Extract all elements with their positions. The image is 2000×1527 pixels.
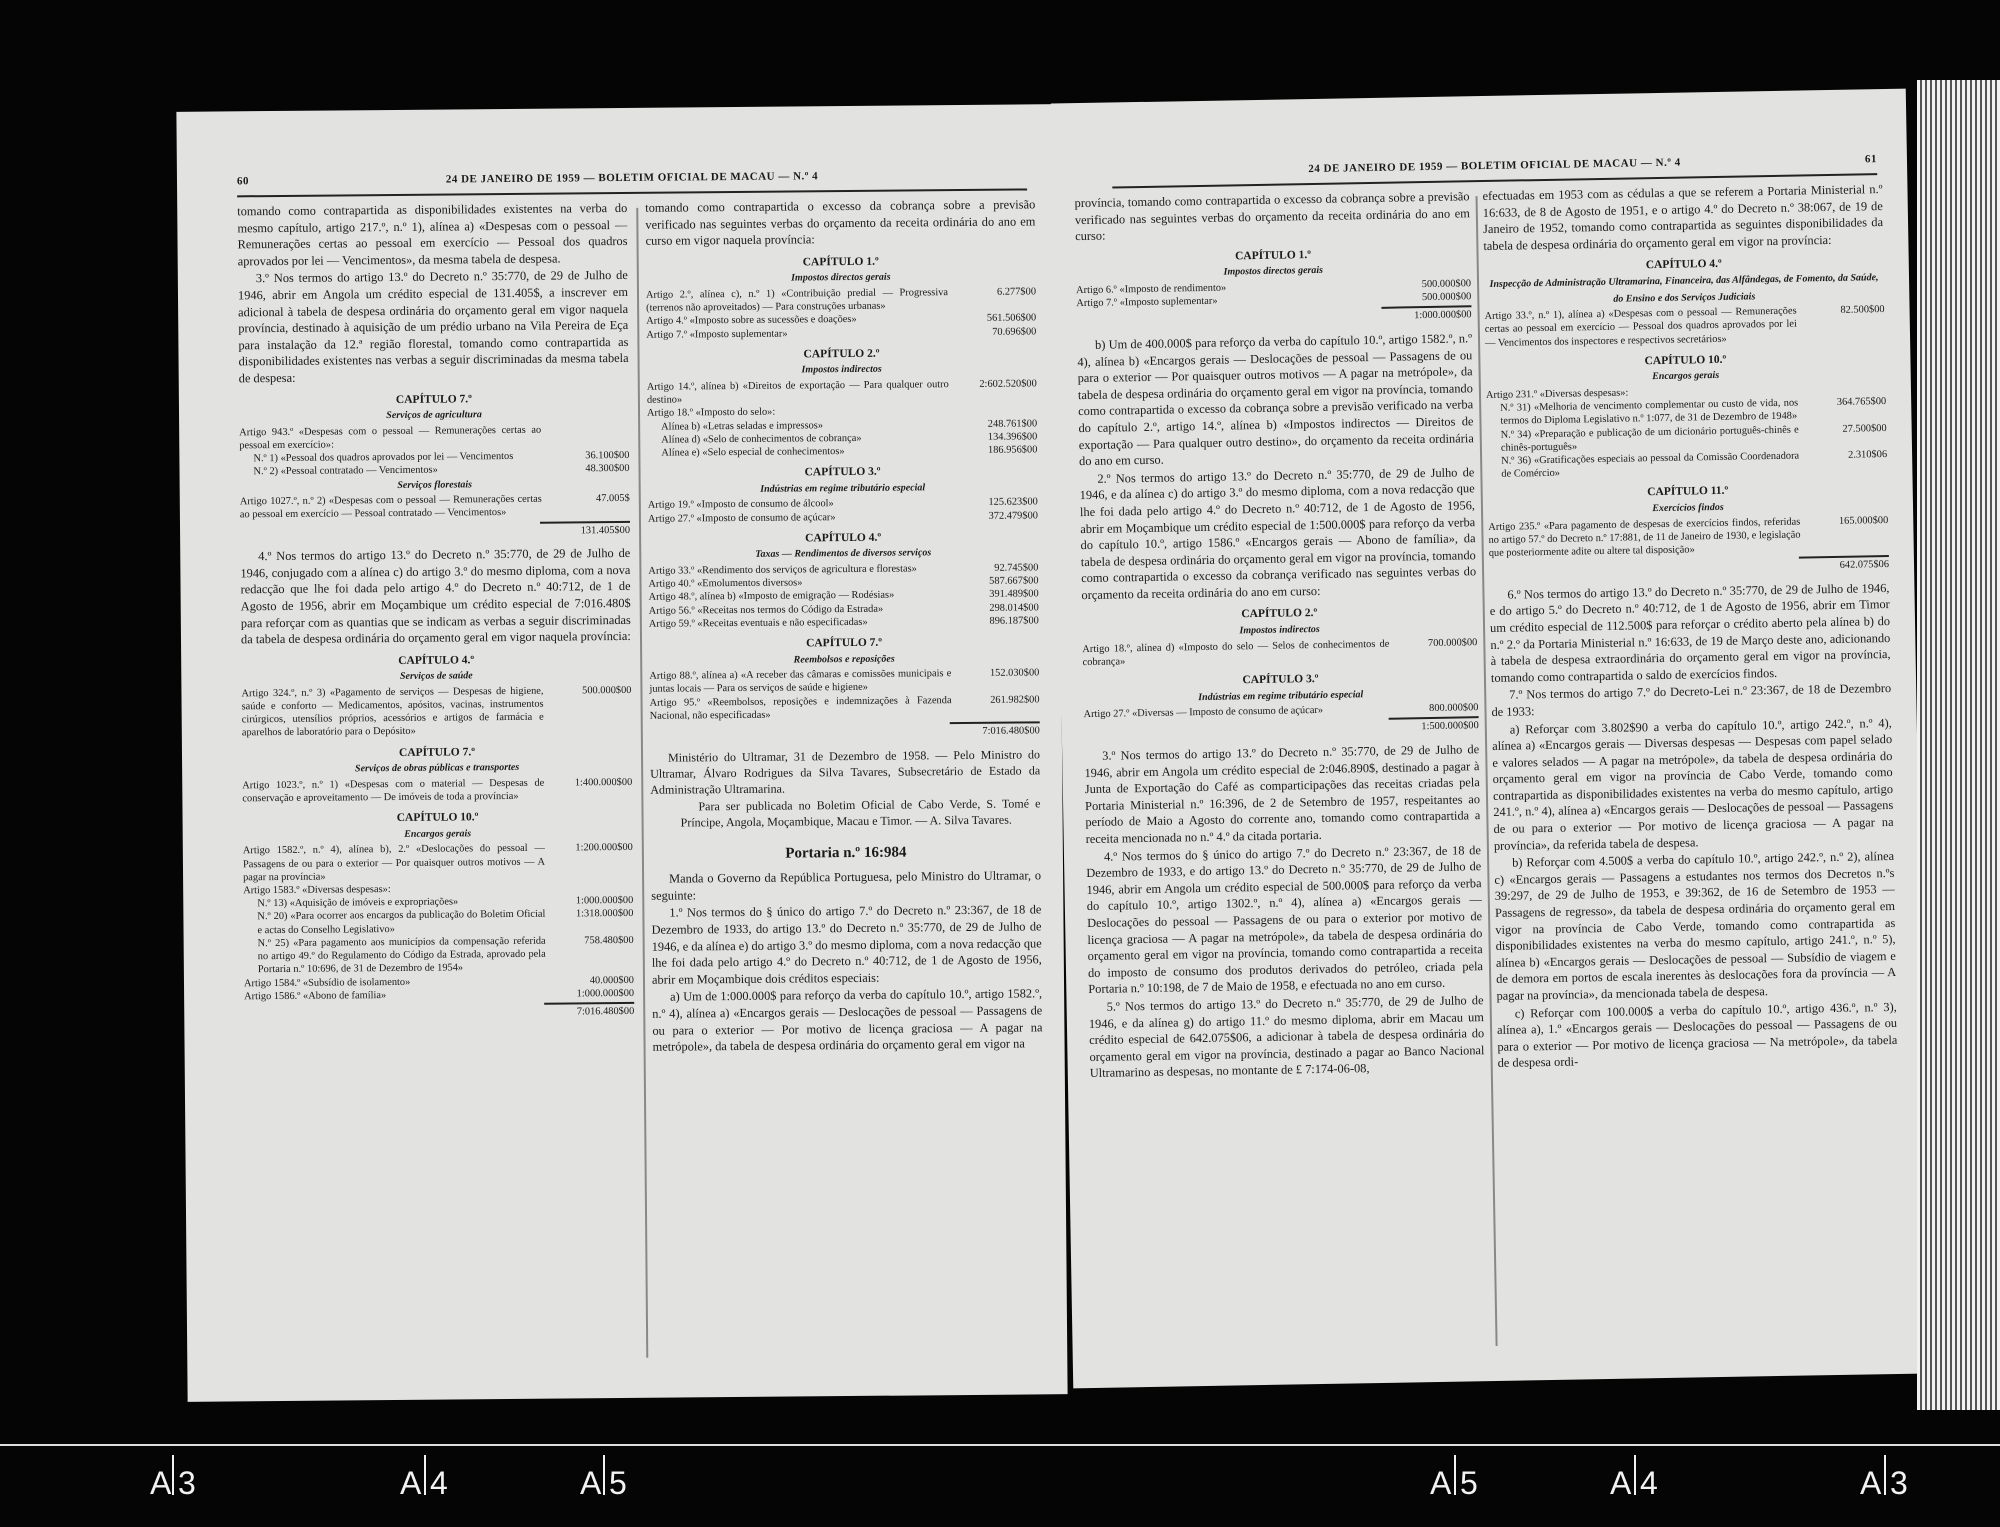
header-title: 24 DE JANEIRO DE 1959 — BOLETIM OFICIAL DE MACAU — N.º 4 (445, 170, 819, 186)
page-number: 60 (236, 175, 250, 188)
item-value: 92.745$00 (994, 562, 1039, 574)
film-label: 5 (1460, 1465, 1478, 1501)
film-label: A (1860, 1465, 1882, 1501)
section-heading: Indústrias em regime tributário especial (1198, 688, 1364, 703)
item-value: 186.956$00 (987, 444, 1038, 456)
right-column-1 (1074, 188, 1484, 1083)
item-text: Alínea b) «Letras seladas e impressos» (661, 419, 824, 433)
section-heading: Impostos indirectos (801, 364, 882, 376)
section-heading: Serviços de saúde (399, 670, 473, 683)
item-text: N.º 20) «Para ocorrer aos encargos da publicação do Boletim Oficial e actas do Conselho Legislativo» (257, 909, 546, 936)
total-value: 1:500.000$00 (1389, 717, 1479, 737)
item-text: N.º 36) «Gratificações especiais ao pessoal da Comissão Coordenadora de Comércio» (1501, 450, 1800, 480)
item-text: Artigo 19.º «Imposto de consumo de álcool» (647, 498, 834, 512)
item-text: Artigo 18.º «Imposto do selo»: (646, 407, 776, 420)
film-label: A (580, 1465, 602, 1501)
item-value: 500.000$00 (1421, 291, 1472, 304)
item-text: Artigo 88.º, alínea a) «A receber das câmaras e comissões municipais e juntas locais — Para os serviços de saúde e higiene» (649, 668, 952, 696)
item-value: 27.500$00 (1842, 422, 1887, 435)
item-value: 364.765$00 (1836, 396, 1887, 409)
item-text: Alínea d) «Selo de conhecimentos de cobrança» (661, 432, 862, 446)
film-tick (424, 1455, 426, 1495)
item-value: 6.277$00 (996, 286, 1037, 298)
paragraph-4: 4.º Nos termos do § único do artigo 7.º do Decreto n.º 23:367, de 18 de Dezembro de 1933, e do artigo 13.º do Decreto n.º 35:770, de 29 de Julho de 1946, abrir em Angola um crédito especial de 500.000$ para reforço da verba do capítulo 10.º, artigo 1302.º, n.º 4), alínea a) «Encargos gerais — Deslocações do pessoal — Passagens de ou para o exterior por motivo de licença graciosa — A pagar na metrópole», da tabela de despesa ordinária do orçamento geral em vigor na província, tomando como contrapartida a receita do imposto de consumo dos produtos derivados do petróleo, criada pela Portaria n.º 10:198, de 7 de Maio de 1958, e efectuada no ano em curso. (1086, 842, 1484, 997)
film-tick (1454, 1455, 1456, 1495)
chapter-heading: CAPÍTULO 2.º (803, 347, 880, 361)
chapter-heading: CAPÍTULO 1.º (802, 255, 879, 269)
item-value: 1:400.000$00 (574, 776, 633, 789)
item-text: N.º 2) «Pessoal contratado — Vencimentos» (253, 464, 438, 478)
paragraph-3: 3.º Nos termos do artigo 13.º do Decreto n.º 35:770, de 29 de Julho de 1946, abrir em Angola um crédito especial de 131.405$, a inscrever em adicional à tabela de despesa ordinária do orçamento geral em vigor naquela província, destinado à aquisição de um prédio urbano na Vila Pereira de Eça para instalação da 12.ª região florestal, tomando como contrapartida as disponibilidades existentes nas verbas a seguir discriminadas da mesma tabela de despesa: (237, 268, 629, 386)
item-text: Artigo 27.º «Diversas — Imposto de consumo de açúcar» (1083, 705, 1324, 721)
film-strip-line (0, 1444, 2000, 1446)
paragraph-4: 4.º Nos termos do artigo 13.º do Decreto n.º 35:770, de 29 de Julho de 1946, conjugado com a alínea c) do artigo 3.º do mesmo diploma, com a nova redacção que lhe foi dada pelo artigo 4.º do Decreto n.º 40:712, de 1 de Agosto de 1956, abrir em Moçambique um crédito especial de 7:016.480$ para reforçar com as quantias que se indicam as verbas a seguir discriminadas da tabela de despesa ordinária do orçamento geral em vigor naquela província: (240, 546, 631, 647)
chapter-heading: CAPÍTULO 10.º (396, 811, 479, 825)
film-label: 4 (1640, 1465, 1658, 1501)
item-value: 165.000$00 (1838, 514, 1889, 527)
section-heading: Serviços de obras públicas e transportes (354, 762, 520, 775)
page-header (237, 166, 1027, 197)
item-value: 391.489$00 (989, 588, 1039, 601)
item-value: 896.187$00 (989, 615, 1039, 627)
paragraph-a: a) Um de 1:000.000$ para reforço da verba do capítulo 10.º, artigo 1582.º, n.º 4), alínea a) «Encargos gerais — Deslocações de pessoal — Passagens de ou para o exterior — Por motivo de licença graciosa — A pagar na metrópole», da tabela de despesa ordinária do orçamento geral em vigor na (652, 986, 1043, 1054)
item-text: Artigo 48.º, alínea b) «Imposto de emigração — Rodésias» (648, 589, 895, 604)
chapter-heading: CAPÍTULO 11.º (1647, 485, 1729, 499)
item-text: Artigo 95.º «Reembolsos, reposições e indemnizações à Fazenda Nacional, não especificadas» (649, 694, 952, 722)
section-heading: Impostos directos gerais (791, 272, 891, 284)
item-value: 70.696$00 (992, 325, 1037, 338)
section-heading: Serviços florestais (397, 478, 473, 491)
header-title: 24 DE JANEIRO DE 1959 — BOLETIM OFICIAL DE MACAU — N.º 4 (1308, 156, 1681, 176)
item-text: Artigo 943.º «Despesas com o pessoal — Remunerações certas ao pessoal em exercício»: (239, 424, 542, 452)
item-value: 40.000$00 (589, 974, 635, 986)
item-text: Artigo 33.º «Rendimento dos serviços de agricultura e florestas» (648, 563, 917, 577)
film-label: A (1430, 1465, 1452, 1501)
item-text: Artigo 1027.º, n.º 2) «Despesas com o pessoal — Remunerações certas ao pessoal em exercício — Pessoal contratado — Vencimentos» (239, 493, 542, 521)
chapter-heading: CAPÍTULO 4.º (805, 531, 882, 545)
item-value: 2.310$06 (1848, 448, 1888, 461)
paragraph-7b: b) Reforçar com 4.500$ a verba do capítulo 10.º, artigo 242.º, n.º 2), alínea c) «Encargos gerais — Passagens a estudantes nos termos dos Decretos n.ºs 39:297, de 29 de Julho de 1953, e 39:362, de 16 de Setembro de 1953 — Passagens de regresso», da tabela de despesa ordinária do orçamento geral em vigor na província de Cabo Verde, tomando como contrapartida as disponibilidades existentes na verba do mesmo capítulo, artigo 241.º, n.º 5), alínea b) «Encargos gerais — Deslocações de pessoal — Subsídio de viagem e de demora em portos de escala inerentes às deslocações fora da província — A pagar na província», da mencionada tabela de despesa. (1494, 849, 1897, 1003)
item-value: 1:000.000$00 (575, 895, 634, 907)
item-text: Artigo 27.º «Imposto de consumo de açúcar» (647, 511, 836, 525)
item-value: 561.506$00 (986, 312, 1037, 325)
film-label: 3 (1890, 1465, 1908, 1501)
item-value: 758.480$00 (584, 934, 634, 947)
paragraph: efectuadas em 1953 com as cédulas a que se referem a Portaria Ministerial n.º 16:633, de 8 de Agosto de 1951, e o artigo 4.º do Decreto n.º 38:067, de 19 de Janeiro de 1952, tomando como contrapartida as seguintes disponibilidades da tabela de despesa ordinária do orçamento geral em vigor na província: (1482, 182, 1884, 253)
item-text: Artigo 6.º «Imposto de rendimento» (1076, 282, 1227, 297)
item-text: Artigo 1583.º «Diversas despesas»: (243, 884, 391, 897)
item-text: Artigo 231.º «Diversas despesas»: (1485, 387, 1629, 401)
total-value: 7:016.480$00 (544, 1002, 634, 1021)
item-value: 587.667$00 (989, 575, 1039, 587)
item-value: 1:200.000$00 (575, 842, 633, 854)
paragraph-1: 1.º Nos termos do § único do artigo 7.º do Decreto n.º 23:367, de 18 de Dezembro de 1933, do artigo 13.º do Decreto n.º 35:770, de 29 de Julho de 1946, e da alínea e) do artigo 3.º do mesmo diploma, com a nova redacção que lhe foi dada pelo artigo 4.º do Decreto n.º 40:712, de 1 de Agosto de 1956, abrir em Moçambique dois créditos especiais: (651, 902, 1042, 987)
chapter-heading: CAPÍTULO 3.º (1242, 673, 1319, 687)
chapter-heading: CAPÍTULO 10.º (1644, 353, 1727, 368)
total-value: 642.075$06 (1799, 555, 1889, 575)
item-text: Artigo 235.º «Para pagamento de despesas de exercícios findos, referidas no artigo 57.º do Decreto n.º 17:881, de 11 de Janeiro de 1930, e legislação que posteriormente adite ou altere tal disposição» (1488, 516, 1801, 559)
item-text: Artigo 2.º, alínea c), n.º 1) «Contribuição predial — Progressiva (terrenos não aproveitados) — Para construções urbanas» (645, 287, 949, 314)
paragraph-7c: c) Reforçar com 100.000$ a verba do capítulo 10.º, artigo 436.º, n.º 3), alínea a), 1.º «Encargos gerais — Deslocações do pessoal — Passagens de ou para o exterior — Por motivo de licença graciosa — Na metrópole», da tabela de despesa ordi- (1496, 999, 1898, 1071)
total-value: 7:016.480$00 (950, 721, 1040, 740)
film-tick (603, 1455, 605, 1495)
item-text: Artigo 4.º «Imposto sobre as sucessões e doações» (646, 314, 857, 328)
item-text: Artigo 324.º, n.º 3) «Pagamento de serviços — Despesas de higiene, saúde e conforto — Medicamentos, apósitos, vacinas, instrumentos cirúrgicos, utensílios próprios, acessórios e artigos de farmácia e aparelhos de laboratório para o Depósito» (241, 685, 544, 739)
section-heading: Encargos gerais (1652, 370, 1720, 383)
item-value: 248.761$00 (987, 417, 1038, 430)
item-text: Artigo 33.º, n.º 1), alínea a) «Despesas com o pessoal — Remunerações certas ao pessoal em exercício — Pessoal dos quadros aprovados por lei — Vencimentos dos inspectores e respectivos secretários» (1484, 305, 1797, 349)
film-label: 4 (430, 1465, 448, 1501)
left-column-1 (237, 200, 634, 1030)
item-value: 134.396$00 (987, 431, 1038, 443)
section-heading: Serviços de agricultura (386, 409, 482, 422)
item-text: N.º 31) «Melhoria de vencimento complementar ou custo de vida, nos termos do Diploma Legislativo n.º 1:077, de 31 de Dezembro de 1948» (1500, 397, 1799, 428)
paragraph: tomando como contrapartida o excesso da cobrança sobre a previsão verificado nas seguintes verbas do orçamento da receita ordinária do ano em curso em vigor naquela província: (645, 197, 1036, 248)
paragraph-3: 3.º Nos termos do artigo 13.º do Decreto n.º 35:770, de 29 de Julho de 1946, abrir em Angola um crédito especial de 2:046.890$, destinado a pagar à Junta de Exportação do Café as comparticipações das receitas criadas pela Portaria Ministerial n.º 16:396, de 2 de Setembro de 1957, respeitantes ao período de Maio a Agosto do corrente ano, tomando como contrapartida a receita mencionada no n.º 4.º da citada portaria. (1084, 742, 1481, 847)
paragraph-7a: a) Reforçar com 3.802$90 a verba do capítulo 10.º, artigo 242.º, n.º 4), alínea a) «Encargos gerais — Diversas despesas — Despesas com papel selado e valores selados — A pagar na metrópole», da tabela de despesa ordinária do orçamento geral em vigor na província de Cabo Verde, tomando como contrapartida as disponibilidades existentes na verba do mesmo capítulo, artigo 241.º, n.º 4), alínea a) «Encargos gerais — Deslocações de pessoal — Passagens de ou para o exterior — Por motivo de licença graciosa — A pagar na província», da referida tabela de despesa. (1492, 715, 1894, 853)
item-value: 1:000.000$00 (576, 987, 635, 1000)
item-value: 298.014$00 (989, 601, 1039, 614)
item-value: 47.005$ (595, 493, 630, 505)
item-value: 82.500$00 (1840, 304, 1885, 316)
item-value: 1:318.000$00 (575, 908, 634, 920)
item-text: Artigo 40.º «Emolumentos diversos» (648, 577, 803, 590)
paragraph-b: b) Um de 400.000$ para reforço da verba do capítulo 10.º, artigo 1582.º, n.º 4), alínea b) «Encargos gerais — Deslocações de pessoal — Passagens de ou para o exterior — Por quaisquer outros motivos — A pagar na metrópole», da tabela de despesa ordinária do orçamento geral em vigor na província, tomando como contrapartida o excesso da cobrança sobre a previsão verificado na verba do capítulo 2.º, artigo 14.º, alínea b) «Impostos indirectos — Direitos de exportação — Para qualquer outro destino», do orçamento da receita ordinária do ano em curso. (1077, 331, 1474, 469)
chapter-heading: CAPÍTULO 4.º (1645, 258, 1722, 272)
chapter-heading: CAPÍTULO 4.º (398, 653, 475, 667)
item-text: Artigo 14.º, alínea b) «Direitos de exportação — Para qualquer outro destino» (646, 379, 949, 406)
film-label: 3 (178, 1465, 196, 1501)
film-tick (1634, 1455, 1636, 1495)
item-text: N.º 13) «Aquisição de imóveis e expropriações» (257, 896, 459, 910)
item-text: Artigo 1582.º, n.º 4), alínea b), 2.º «Deslocações do pessoal — Passagens de ou para o exterior — Por quaisquer outros motivos — A pagar na província» (242, 843, 545, 884)
chapter-heading: CAPÍTULO 3.º (804, 465, 881, 479)
chapter-heading: CAPÍTULO 1.º (1234, 248, 1312, 263)
film-tick (1884, 1455, 1886, 1495)
item-text: Artigo 7.º «Imposto suplementar» (1076, 295, 1218, 310)
item-value: 2:602.520$00 (979, 378, 1037, 390)
item-value: 372.479$00 (988, 509, 1038, 522)
paragraph-2: 2.º Nos termos do artigo 13.º do Decreto n.º 35:770, de 29 de Julho de 1946, e da alínea c) do artigo 3.º do mesmo diploma, com a nova redacção que lhe foi dada pelo artigo 4.º do Decreto n.º 40:712, de 1 de Agosto de 1956, abrir em Moçambique um crédito especial de 1:500.000$ para reforço da verba do capítulo 10.º, artigo 1586.º «Encargos gerais — Abono de família», da tabela de despesa ordinária do orçamento geral em vigor na província, tomando como contrapartida o excesso da cobrança verificado nas seguintes verbas do orçamento da receita ordinária do ano em curso: (1079, 464, 1477, 602)
item-text: Artigo 56.º «Receitas nos termos do Código da Estrada» (648, 603, 884, 617)
chapter-heading: CAPÍTULO 2.º (1241, 607, 1318, 621)
item-text: Artigo 1023.º, n.º 1) «Despesas com o material — Despesas de conservação e aproveitamento — De imóveis de toda a província» (242, 777, 545, 805)
film-tick (172, 1455, 174, 1495)
signature-block: Ministério do Ultramar, 31 de Dezembro de 1958. — Pelo Ministro do Ultramar, Álvaro Rodrigues da Silva Tavares, Subsecretário de Estado da Administração Ultramarina. (650, 746, 1041, 797)
section-heading: Taxas — Rendimentos de diversos serviços (755, 547, 932, 561)
left-column-2 (645, 196, 1042, 1056)
item-text: Artigo 18.º, alínea d) «Imposto do selo — Selos de conhecimentos de cobrança» (1082, 638, 1390, 668)
page-number: 61 (1864, 153, 1878, 166)
item-text: Artigo 59.º «Receitas eventuais e não especificadas» (648, 616, 868, 630)
section-heading: Reembolsos e reposições (793, 653, 895, 666)
item-text: Artigo 1584.º «Subsídio de isolamento» (243, 976, 411, 989)
chapter-heading: CAPÍTULO 7.º (395, 392, 472, 406)
left-page (176, 104, 1067, 1402)
item-value: 800.000$00 (1429, 702, 1479, 715)
paragraph-7: 7.º Nos termos do artigo 7.º do Decreto-Lei n.º 23:367, de 18 de Dezembro de 1933: (1491, 681, 1892, 719)
item-text: N.º 1) «Pessoal dos quadros aprovados por lei — Vencimentos (253, 451, 514, 465)
item-text: Artigo 7.º «Imposto suplementar» (646, 328, 788, 341)
paragraph: província, tomando como contrapartida o excesso da cobrança sobre a previsão verificado nas seguintes verbas do orçamento da receita ordinária do ano em curso: (1074, 189, 1470, 244)
item-text: N.º 25) «Para pagamento aos municípios da compensação referida no artigo 49.º do Regulamento do Código da Estrada, aprovado pela Portaria n.º 10:696, de 31 de Dezembro de 1954» (257, 935, 546, 976)
right-page (1051, 89, 1928, 1389)
section-heading: Impostos directos gerais (1223, 265, 1324, 278)
item-value: 36.100$00 (585, 450, 630, 462)
item-value: 261.982$00 (990, 693, 1040, 706)
item-value: 48.300$00 (585, 463, 630, 475)
paragraph-5: 5.º Nos termos do artigo 13.º do Decreto n.º 35:770, de 29 de Julho de 1946, e da alínea g) do artigo 11.º do mesmo diploma, abrir em Macau um crédito especial de 642.075$06, a adicionar à tabela de despesa ordinária do orçamento geral em vigor na província, destinado a pagar ao Banco Nacional Ultramarino as despesas, no montante de £ 7:174-06-08, (1088, 993, 1485, 1081)
total-value: 131.405$00 (540, 520, 630, 539)
film-label: A (150, 1465, 172, 1501)
chapter-heading: CAPÍTULO 7.º (805, 636, 883, 650)
film-label: 5 (609, 1465, 627, 1501)
chapter-heading: CAPÍTULO 7.º (398, 745, 476, 759)
book-edge (1917, 80, 2000, 1410)
item-value: 500.000$00 (1421, 278, 1472, 291)
item-value: 125.623$00 (988, 496, 1038, 509)
right-column-2 (1482, 181, 1897, 1073)
section-heading: Inspecção de Administração Ultramarina, Financeira, das Alfândegas, de Fomento, da Saúde, do Ensino e dos Serviços Judiciais (1489, 272, 1879, 305)
portaria-title: Portaria n.º 16:984 (785, 844, 907, 862)
item-value: 152.030$00 (989, 667, 1040, 679)
item-text: N.º 34) «Preparação e publicação de um dicionário português-chinês e chinês-português» (1500, 424, 1799, 454)
item-value: 500.000$00 (582, 684, 632, 697)
paragraph: tomando como contrapartida as disponibilidades existentes na verba do mesmo capítulo, artigo 217.º, n.º 1), alínea a) «Despesas com o pessoal — Remunerações certas ao pessoal em exercício — Pessoal dos quadros aprovados por lei — Vencimentos», da mesma tabela de despesa. (237, 200, 628, 269)
film-label: A (1610, 1465, 1632, 1501)
film-label: A (400, 1465, 422, 1501)
paragraph-6: 6.º Nos termos do artigo 13.º do Decreto n.º 35:770, de 29 de Julho de 1946, e do artigo 5.º do Decreto n.º 40:712, de 1 de Agosto de 1956, abrir em Timor um crédito especial de 112.500$ para reforçar o crédito aberto pela alínea b) do n.º 2.º da Portaria Ministerial n.º 16:633, de 19 de Março deste ano, adicionando à tabela de despesa extraordinária do orçamento geral em vigor na província, tomando como contrapartida o saldo de exercícios findos. (1489, 580, 1891, 685)
publication-note: Para ser publicada no Boletim Oficial de Cabo Verde, S. Tomé e Príncipe, Angola, Moçambique, Macau e Timor. — A. Silva Tavares. (680, 795, 1041, 830)
item-value: 700.000$00 (1427, 636, 1478, 649)
item-text: Alínea e) «Selo especial de conhecimentos» (661, 446, 845, 459)
item-text: Artigo 1586.º «Abono de família» (244, 989, 387, 1003)
section-heading: Encargos gerais (404, 828, 472, 840)
section-heading: Indústrias em regime tributário especial (760, 482, 926, 495)
section-heading: Exercícios findos (1652, 501, 1724, 515)
paragraph: Manda o Governo da República Portuguesa, pelo Ministro do Ultramar, o seguinte: (651, 868, 1042, 903)
section-heading: Impostos indirectos (1239, 624, 1320, 637)
total-value: 1:000.000$00 (1381, 306, 1471, 326)
